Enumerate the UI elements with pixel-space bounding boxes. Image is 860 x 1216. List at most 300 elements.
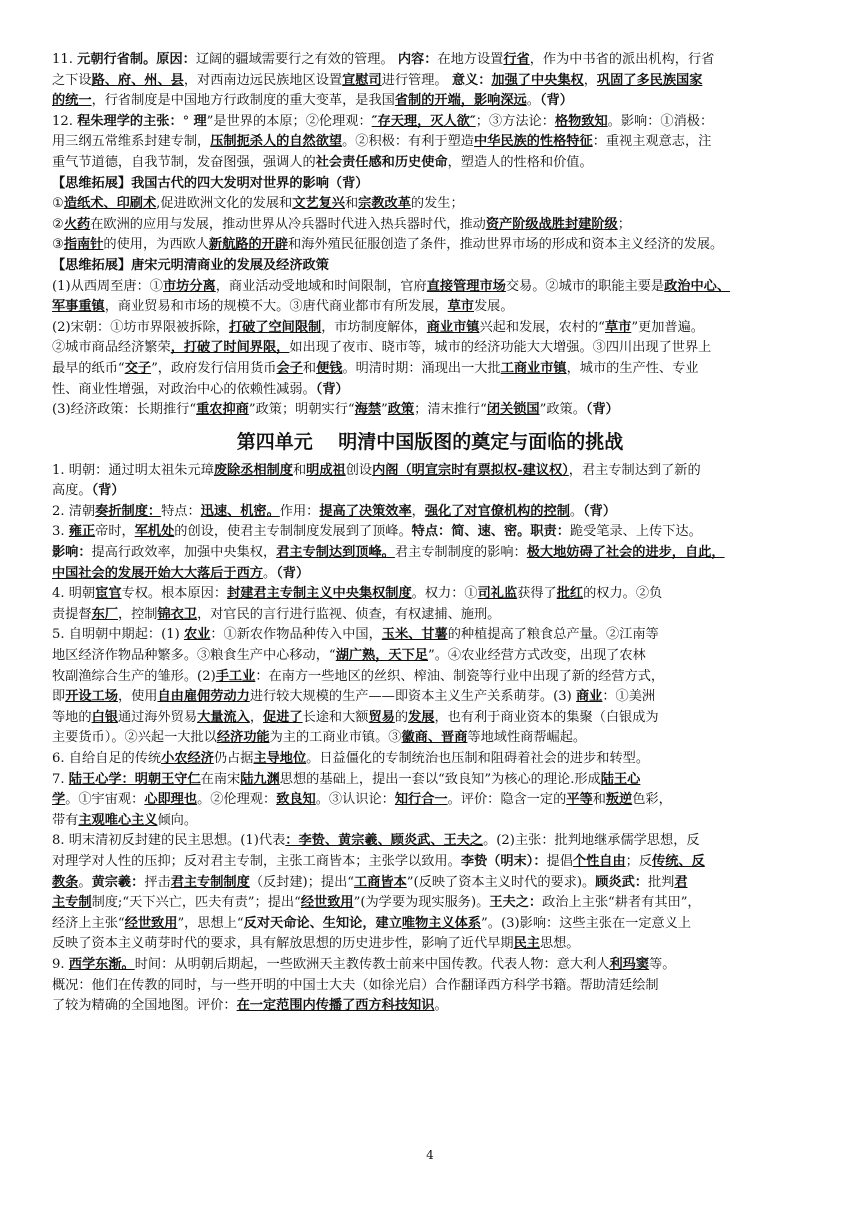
bottom-line (52, 749, 808, 770)
text-run: ”，思想上“ (177, 915, 244, 931)
text-run: 性、商业性增强，对政治中心的依赖性减弱。 (52, 381, 316, 397)
text-run: 。日益僵化的专制统治也压制和阻碍着社会的进步和转型。 (306, 751, 650, 766)
key-term: 闭关锁国 (486, 402, 540, 418)
text-run: ，城市的生产性、专业 (566, 360, 699, 376)
bottom-line (52, 584, 808, 605)
text-run: 等地域性商帮崛起。 (467, 730, 587, 746)
bottom-line (52, 770, 808, 791)
text-run: 2. 清朝 (52, 503, 96, 519)
text-run: 色彩， (632, 792, 672, 808)
text-run: 。权力：① (411, 586, 478, 602)
text-run: 。 (263, 565, 277, 581)
key-term: 军机处 (134, 524, 175, 540)
text-run: 。③认识论： (315, 792, 395, 808)
key-term: 草市 (604, 319, 632, 335)
text-run: 帝时， (95, 524, 135, 540)
text-run: 跪受笔录、上传下达。 (569, 524, 702, 540)
text-run: 责提督 (52, 606, 92, 622)
key-term: 唯物主义体系 (401, 915, 482, 931)
bottom-line (52, 728, 808, 749)
bottom-line (52, 646, 808, 667)
text-run: 。①宇宙观： (65, 792, 145, 808)
text-run: 11. (52, 52, 78, 67)
key-term: 锦衣卫 (157, 606, 198, 622)
key-term: 文艺复兴 (292, 196, 345, 212)
text-run: 进行较大规模的生产——即资本主义生产关系萌芽。(3) (249, 689, 576, 705)
text-run: 如出现了夜市、晓市等，城市的经济功能大大增强。③四川出现了世界上 (289, 340, 712, 356)
text-run: (1)从西周至唐：① (52, 278, 163, 294)
key-term: 巩固了多民族国家 (596, 72, 703, 88)
key-term: 陆九渊 (240, 771, 280, 787)
key-term: 的统一 (52, 93, 92, 109)
bold-text: 理 (193, 113, 207, 129)
key-term: 西学东渐。 (68, 956, 135, 972)
text-run: 的 (394, 709, 409, 725)
text-run: 对理学对人性的压抑；反对君主专制，主张工商皆本；主张学以致用。 (52, 853, 461, 869)
key-term: 陆王心 (600, 771, 641, 787)
key-term: 农业 (183, 627, 211, 643)
text-run: 倾向。 (157, 812, 198, 828)
text-run: 特点： (161, 503, 201, 519)
key-term: 行省 (503, 52, 530, 67)
text-run: 通过海外贸易 (117, 709, 198, 725)
text-run: 反映了资本主义萌芽时代的要求，具有解放思想的历史进步性，影响了近代早期 (52, 936, 514, 952)
key-term: 格物致知 (554, 113, 608, 129)
text-run: （反封建)；提出“ (249, 874, 355, 890)
text-run: 12. (52, 113, 78, 129)
text-run: ③ (52, 237, 64, 253)
key-term: 个性自由 (572, 853, 626, 869)
top-line (52, 256, 808, 277)
text-run: 进行管理。 (381, 72, 452, 88)
text-run: 1. 明朝：通过明太祖朱元璋 (52, 462, 214, 478)
bold-text: （背） (315, 381, 349, 397)
bottom-line (52, 790, 808, 811)
key-term: 小农经济 (161, 751, 214, 766)
text-run: ”政策；明朝实行“ (248, 402, 355, 418)
bold-text: 特点：简、速、密。职责： (411, 524, 570, 540)
key-term: 省制的开端，影响深远 (394, 93, 527, 109)
text-run: ，商业活动受地域和时间限制，官府 (215, 278, 427, 294)
top-line (52, 297, 808, 318)
key-term: 军事重镇 (52, 299, 105, 315)
text-run: 。②伦理观： (197, 792, 277, 808)
bold-text: 影响： (52, 545, 92, 561)
text-run: ，作为中书省的派出机构，行省 (529, 52, 715, 67)
text-run: 批判 (647, 874, 675, 890)
bold-text: 【思维拓展】我国古代的四大发明对世界的影响（背） (52, 175, 369, 191)
key-term: 玉米、甘薯 (381, 627, 448, 643)
text-run: 9. (52, 956, 69, 972)
key-term: 封建君主专制主义中央集权制度 (227, 586, 412, 602)
top-line (52, 194, 808, 215)
text-run: 最早的纸币“ (52, 360, 125, 376)
key-term: 海禁 (354, 402, 382, 418)
bottom-line (52, 996, 808, 1017)
text-run: 思想。 (539, 936, 580, 952)
key-term: 造纸术、印刷术 (63, 196, 157, 212)
text-run: 在地方设置 (437, 52, 504, 67)
key-term: 知行合一 (394, 792, 448, 808)
text-run: ； (617, 216, 631, 232)
text-run: 仍占据 (213, 751, 254, 766)
text-run: 抨击 (144, 874, 171, 890)
key-term: 中国社会的发展开始大大落后于西方 (52, 565, 263, 581)
text-run: 地区经济作物品种繁多。③粮食生产中心移动，“ (52, 648, 336, 664)
text-run: ” (381, 402, 388, 418)
text-run: 。评价：隐含一定的 (447, 792, 567, 808)
text-run: ，也有利于商业资本的集聚（白银成为 (434, 709, 659, 725)
top-line (52, 277, 808, 298)
key-term: 主导地位 (253, 751, 307, 766)
key-term: ″存天理，灭人欲″ (371, 113, 476, 129)
top-line (52, 50, 808, 71)
text-run: 。(2)主张：批判地继承儒学思想，反 (483, 833, 700, 849)
key-term: 东厂 (91, 606, 118, 622)
text-run: 在欧洲的应用与发展，推动世界从冷兵器时代进入热兵器时代，推动 (90, 216, 486, 232)
key-term: 废除丞相制度 (213, 462, 293, 478)
text-run: 在南宋 (200, 771, 241, 787)
text-run: 用三纲五常维系封建专制， (52, 134, 211, 150)
text-run: 等地的 (52, 709, 92, 725)
text-run: 重气节道德，自我节制，发奋图强，强调人的 (52, 154, 316, 170)
top-line (52, 235, 808, 256)
text-run: 的使用，为西欧人 (103, 237, 209, 253)
key-term: 资产阶级战胜封建阶级 (485, 216, 618, 232)
key-term: 促进了 (263, 709, 303, 725)
document-page (52, 50, 808, 1017)
text-run: 和 (592, 792, 606, 808)
bottom-line (52, 522, 808, 543)
key-term: 民主 (513, 936, 540, 952)
bold-text: （背） (585, 402, 619, 418)
text-run: 概况：他们在传教的同时，与一些开明的中国士大夫（如徐光启）合作翻译西方科学书籍。帮助清廷绘制 (52, 977, 659, 993)
key-term: 批红 (556, 586, 584, 602)
bottom-line (52, 955, 808, 976)
key-term: 会子 (276, 360, 303, 376)
bold-text: 内容： (397, 52, 438, 67)
section-unit-four-notes (52, 461, 808, 1017)
text-run: 和 (292, 462, 307, 478)
top-line (52, 338, 808, 359)
key-term: 湖广熟，天下足 (335, 648, 428, 664)
bottom-line (52, 481, 808, 502)
key-term: 交子 (124, 360, 152, 376)
key-term: 叛逆 (605, 792, 633, 808)
key-term: 宣慰司 (342, 72, 382, 88)
text-run: ”(反映了资本主义时代的要求)。 (406, 874, 596, 890)
bold-text: （背） (583, 503, 617, 519)
key-term: 白银 (91, 709, 118, 725)
bottom-line (52, 914, 808, 935)
key-term: 司礼监 (477, 586, 518, 602)
key-term: 平等 (566, 792, 593, 808)
text-run: 了较为精确的全国地图。评价： (52, 998, 237, 1014)
key-term: 主观唯心主义 (78, 812, 158, 828)
bottom-line (52, 502, 808, 523)
key-term: 自由雇佣劳动力 (157, 689, 250, 705)
text-run: 8. 明末清初反封建的民主思想。(1)代表 (52, 833, 286, 849)
key-term: 政治中心、 (664, 278, 731, 294)
text-run: 5. 自明朝中期起：(1) (52, 627, 184, 643)
top-line (52, 380, 808, 401)
key-term: 开设工场 (65, 689, 118, 705)
text-run: 。 (569, 503, 584, 519)
text-run: ”是世界的本原；②伦理观： (206, 113, 372, 129)
text-run: ° (182, 113, 194, 129)
text-run: 思想的基础上，提出一套以“致良知”为核心的理论.形成 (279, 771, 601, 787)
key-term: 徽商、晋商 (401, 730, 468, 746)
key-term: 新航路的开辟 (208, 237, 289, 253)
bottom-line (52, 934, 808, 955)
key-term: 大量流入 (197, 709, 250, 725)
text-run: 长途和大额 (302, 709, 369, 725)
key-term: 宦官 (95, 586, 122, 602)
bold-text: 顾炎武： (595, 874, 648, 890)
key-term: 明成祖 (306, 462, 346, 478)
bottom-line (52, 461, 808, 482)
top-line (52, 91, 808, 112)
bold-text: 反对天命论、生知论，建立 (243, 915, 402, 931)
text-run: 7. (52, 771, 69, 787)
bold-text: （背） (276, 565, 310, 581)
bold-text: （背） (91, 483, 125, 499)
top-line (52, 132, 808, 153)
key-term: 工商业市镇 (500, 360, 567, 376)
text-run: 君主专制制度的影响： (394, 545, 527, 561)
text-run: 的种植提高了粮食总产量。②江南等 (447, 627, 659, 643)
text-run: ， (583, 72, 597, 88)
bold-text: 社会责任感和历史使命 (315, 154, 448, 170)
bottom-line (52, 976, 808, 997)
text-run: 。 (434, 998, 448, 1014)
text-run: 带有 (52, 812, 79, 828)
key-term: 传统、反 (652, 853, 705, 869)
key-term: 雍正 (68, 524, 96, 540)
text-run: ；清末推行“ (414, 402, 487, 418)
key-term: 心即理也 (144, 792, 198, 808)
key-term: 强化了对官僚机构的控制 (424, 503, 570, 519)
key-term: 路、府、州、县 (91, 72, 184, 88)
top-line (52, 174, 808, 195)
text-run: ②城市商品经济繁荣 (52, 340, 171, 356)
bottom-line (52, 708, 808, 729)
bottom-line (52, 831, 808, 852)
key-term: 教条 (52, 874, 79, 890)
key-term: 中华民族的性格特征 (474, 134, 593, 150)
key-term: 加强了中央集权 (491, 72, 584, 88)
text-run: ，君主专制达到了新的 (568, 462, 701, 478)
text-run: ， (249, 709, 263, 725)
key-term: 学 (52, 792, 66, 808)
text-run: 兴起和发展，农村的“ (479, 319, 605, 335)
key-term: 内阁（明宣宗时有票拟权-建议权） (372, 462, 569, 478)
bottom-line (52, 564, 808, 585)
text-run: 。影响：①消极： (607, 113, 714, 129)
text-run: 交易。②城市的职能主要是 (505, 278, 665, 294)
key-term: ，打破了时间界限， (170, 340, 290, 356)
text-run: 专权。根本原因： (121, 586, 228, 602)
text-run: 的发生； (410, 196, 464, 212)
bottom-line (52, 687, 808, 708)
text-run: ：在南方一些地区的丝织、榨油、制瓷等行业中出现了新的经营方式， (255, 668, 665, 684)
text-run: ， (411, 503, 425, 519)
text-run: 提高行政效率，加强中央集权， (91, 545, 277, 561)
key-term: 极大地妨碍了社会的进步，自此， (526, 545, 725, 561)
bold-text: 元朝行省制。原因： (77, 52, 196, 67)
text-run: 发展。 (474, 299, 514, 315)
key-term: 手工业 (215, 668, 256, 684)
text-run: ”(为学要为现实服务)。 (353, 895, 490, 911)
top-line (52, 153, 808, 174)
text-run: ，商业贸易和市场的规模不大。③唐代商业都市有所发展， (104, 299, 448, 315)
top-line (52, 71, 808, 92)
key-term: 致良知 (276, 792, 316, 808)
text-run: 和 (344, 196, 359, 212)
key-term: 市坊分离 (163, 278, 216, 294)
text-run: 和 (302, 360, 317, 376)
text-run: 经济上主张“ (52, 915, 125, 931)
key-term: 商业 (576, 689, 603, 705)
unit-four-title: 第四单元 明清中国版图的奠定与面临的挑战 (236, 430, 624, 453)
text-run: ，塑造人的性格和价值。 (447, 154, 593, 170)
text-run: ：①美洲 (602, 689, 656, 705)
text-run: 等。 (649, 956, 676, 972)
text-run: 之下设 (52, 72, 92, 88)
text-run: 3. (52, 524, 69, 540)
key-term: 政策 (387, 402, 415, 418)
text-run: 6. 自给自足的传统 (52, 751, 162, 766)
text-run: 。明清时期：涌现出一大批 (342, 360, 501, 376)
key-term: 迅速、机密。 (200, 503, 280, 519)
text-run: 。 (526, 93, 540, 109)
text-run: 获得了 (517, 586, 557, 602)
text-run: 作用： (279, 503, 320, 519)
section-yuan-ming-notes (52, 50, 808, 421)
bottom-line (52, 873, 808, 894)
bottom-line (52, 811, 808, 832)
text-run: 。②积极：有利于塑造 (342, 134, 474, 150)
key-term: 君 (674, 874, 688, 890)
text-run: ；反 (625, 853, 653, 869)
text-run: 和海外殖民征服创造了条件，推动世界市场的形成和资本主义经济的发展。 (288, 237, 724, 253)
text-run: 即 (52, 689, 66, 705)
text-run: ”，政府发行信用货币 (151, 360, 277, 376)
text-run: ,促进欧洲文化的发展和 (156, 196, 293, 212)
text-run: ”政策。 (539, 402, 586, 418)
key-term: 贸易 (368, 709, 395, 725)
text-run: ② (52, 216, 64, 232)
bottom-line (52, 625, 808, 646)
key-term: 商业市镇 (426, 319, 480, 335)
text-run: 4. 明朝 (52, 586, 96, 602)
text-run: (3)经济政策：长期推行“ (52, 402, 197, 418)
top-line (52, 112, 808, 133)
bold-text: （背） (539, 93, 573, 109)
bold-text: 意义： (451, 72, 492, 88)
top-line (52, 400, 808, 421)
key-term: 陆王心学：明朝王守仁 (68, 771, 201, 787)
text-run: 高度。 (52, 483, 92, 499)
key-term: 提高了决策效率 (319, 503, 412, 519)
key-term: 重农抑商 (196, 402, 249, 418)
bold-text: 王夫之： (489, 895, 543, 911)
key-term: 指南针 (63, 237, 104, 253)
bottom-line (52, 667, 808, 688)
text-run: ，控制 (117, 606, 158, 622)
key-term: 工商皆本 (354, 874, 407, 890)
text-run: ，市坊制度解体， (321, 319, 427, 335)
key-term: 君主专制制度 (170, 874, 250, 890)
text-run: 的创设，使君主专制制度发展到了顶峰。 (174, 524, 412, 540)
text-run: 政治上主张“耕者有其田”， (542, 895, 701, 911)
text-run: (2)宋朝：①坊市界限被拆除， (52, 319, 229, 335)
key-term: 利玛窦 (609, 956, 650, 972)
text-run: 时间：从明朝后期起，一些欧洲天主教传教士前来中国传教。代表人物：意大利人 (134, 956, 610, 972)
top-line (52, 318, 808, 339)
text-run: ；③方法论： (475, 113, 555, 129)
top-line (52, 359, 808, 380)
text-run: ”更加普遍。 (631, 319, 704, 335)
key-term: ：李贽、黄宗羲、顾炎武、王夫之 (285, 833, 484, 849)
text-run: ，对西南边远民族地区设置 (183, 72, 343, 88)
text-run: 辽阔的疆域需要行之有效的管理。 (195, 52, 398, 67)
key-term: 主专制 (52, 895, 92, 911)
text-run: ，使用 (117, 689, 158, 705)
text-run: ”。④农业经营方式改变，出现了农林 (428, 648, 646, 664)
text-run: 主要货币）。②兴起一大批以 (52, 730, 217, 746)
key-term: 打破了空间限制 (228, 319, 322, 335)
key-term: 火药 (63, 216, 91, 232)
bold-text: 李贽（明末）： (460, 853, 547, 869)
bottom-line (52, 852, 808, 873)
text-run: ，对官民的言行进行监视、侦查，有权逮捕、施刑。 (197, 606, 501, 622)
key-term: 经世致用 (124, 915, 178, 931)
text-run: 的权力。②负 (583, 586, 663, 602)
text-run: 牧副渔综合生产的雏形。(2) (52, 668, 216, 684)
key-term: 压制扼杀人的自然欲望 (210, 134, 343, 150)
key-term: 便钱 (316, 360, 343, 376)
bottom-line (52, 605, 808, 626)
text-run: 制度;“天下兴亡，匹夫有责”；提出“ (91, 895, 301, 911)
bold-text: 黄宗羲： (91, 874, 145, 890)
text-run: ：①新农作物品种传入中国， (210, 627, 382, 643)
key-term: 经济功能 (216, 730, 270, 746)
bold-text: 【思维拓展】唐宋元明清商业的发展及经济政策 (52, 257, 329, 273)
key-term: 草市 (447, 299, 474, 315)
text-run: ，行省制度是中国地方行政制度的重大变革，是我国 (91, 93, 395, 109)
key-term: 宗教改革 (358, 196, 411, 212)
key-term: 经世致用 (300, 895, 354, 911)
text-run: ：重视主观意志，注 (592, 134, 712, 150)
key-term: 在一定范围内传播了西方科技知识 (236, 998, 435, 1014)
bottom-line (52, 893, 808, 914)
text-run: 提倡 (546, 853, 573, 869)
key-term: 君主专制达到顶峰。 (276, 545, 395, 561)
text-run: 创设 (345, 462, 373, 478)
top-line (52, 215, 808, 236)
key-term: 发展 (408, 709, 435, 725)
text-run: 。 (78, 874, 92, 890)
bottom-line (52, 543, 808, 564)
key-term: 直接管理市场 (426, 278, 506, 294)
key-term: 奏折制度： (95, 503, 162, 519)
text-run: ”。(3)影响：这些主张在一定意义上 (481, 915, 692, 931)
page-number: 4 (426, 1148, 434, 1162)
bold-text: 程朱理学的主张： (77, 113, 183, 129)
text-run: 为主的工商业市镇。③ (269, 730, 402, 746)
text-run: ① (52, 196, 64, 212)
